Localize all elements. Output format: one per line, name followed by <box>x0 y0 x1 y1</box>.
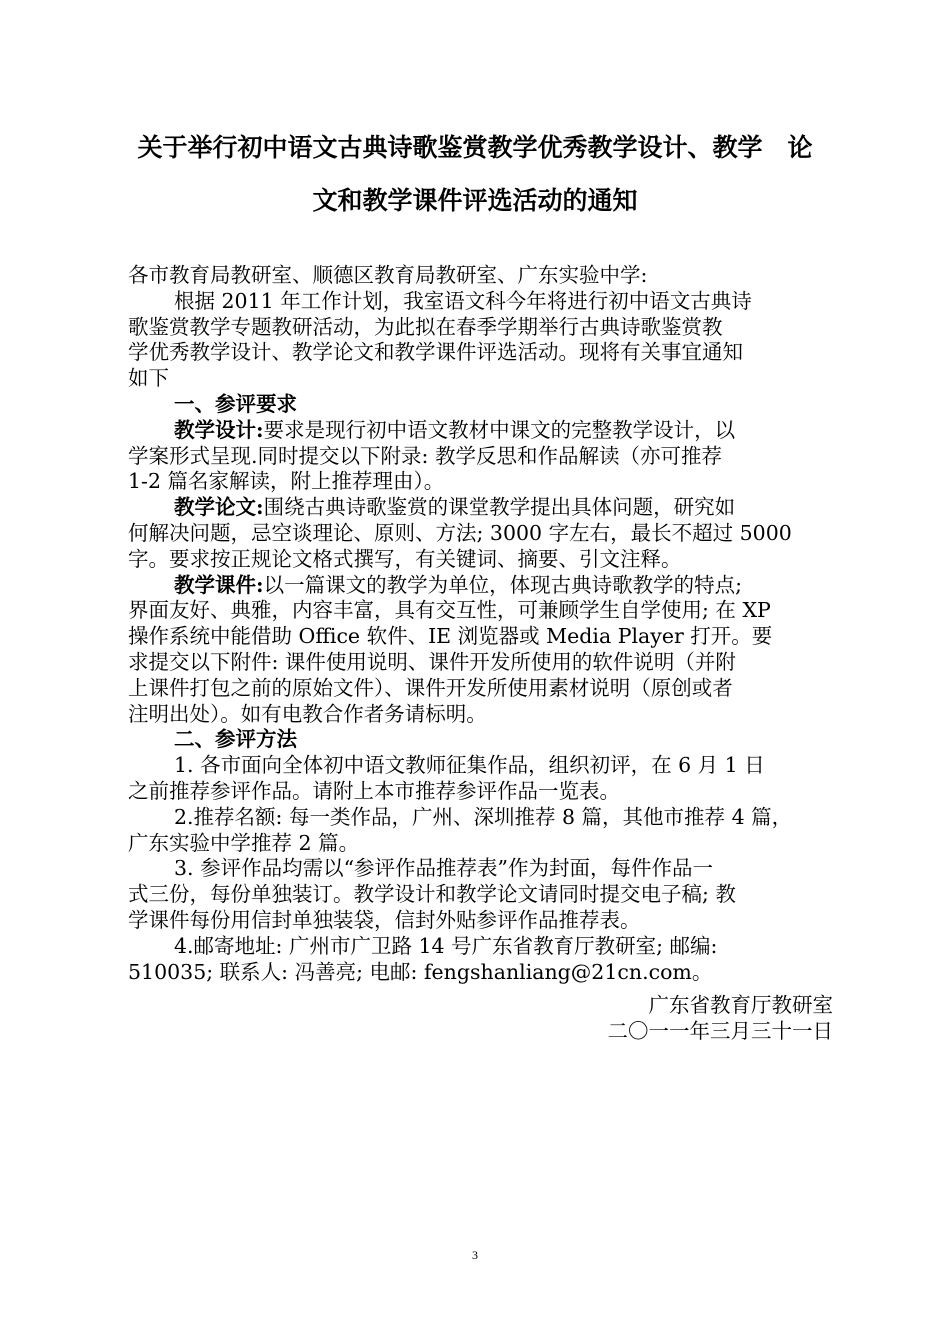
paper-line: 字。要求按正规论文格式撰写，有关键词、摘要、引文注释。 <box>128 546 682 571</box>
design-line: 学案形式呈现.同时提交以下附录: 教学反思和作品解读（亦可推荐 <box>128 443 722 468</box>
method-item-2: 广东实验中学推荐 2 篇。 <box>128 830 360 855</box>
design-line: 教学设计:要求是现行初中语文教材中课文的完整教学设计，以 <box>174 417 736 442</box>
intro-line: 学优秀教学设计、教学论文和教学课件评选活动。现将有关事宜通知 <box>128 340 743 365</box>
page-number: 3 <box>472 1248 478 1262</box>
courseware-label: 教学课件: <box>174 572 264 597</box>
method-item-4: 4.邮寄地址: 广州市广卫路 14 号广东省教育厅教研室; 邮编: <box>174 933 718 958</box>
method-item-1: 之前推荐参评作品。请附上本市推荐参评作品一览表。 <box>128 778 620 803</box>
addressee: 各市教育局教研室、顺德区教育局教研室、广东实验中学: <box>128 263 648 287</box>
signature-org: 广东省教育厅教研室 <box>648 993 833 1017</box>
courseware-line: 注明出处）。如有电教合作者务请标明。 <box>128 701 487 726</box>
courseware-line: 教学课件:以一篇课文的教学为单位，体现古典诗歌教学的特点; <box>174 572 742 597</box>
courseware-line: 求提交以下附件: 课件使用说明、课件开发所使用的软件说明（并附 <box>128 649 736 674</box>
intro-line: 根据 2011 年工作计划，我室语文科今年将进行初中语文古典诗 <box>174 288 752 313</box>
paper-line: 教学论文:围绕古典诗歌鉴赏的课堂教学提出具体问题，研究如 <box>174 495 736 520</box>
signature-date: 二〇一一年三月三十一日 <box>607 1019 833 1043</box>
courseware-line: 上课件打包之前的原始文件）、课件开发所使用素材说明（原创或者 <box>128 675 733 700</box>
title-line-1: 关于举行初中语文古典诗歌鉴赏教学优秀教学设计、教学 论 <box>137 133 813 162</box>
section1-heading: 一、参评要求 <box>174 391 297 416</box>
courseware-line: 界面友好、典雅，内容丰富，具有交互性，可兼顾学生自学使用; 在 XP <box>128 598 771 623</box>
paper-line: 何解决问题，忌空谈理论、原则、方法; 3000 字左右，最长不超过 5000 <box>128 520 792 545</box>
section2-heading: 二、参评方法 <box>174 727 297 752</box>
method-item-4: 510035; 联系人: 冯善亮; 电邮: fengshanliang@21cn.com。 <box>128 959 713 984</box>
method-item-3: 式三份，每份单独装订。教学设计和教学论文请同时提交电子稿; 教 <box>128 882 736 907</box>
intro-line: 如下 <box>128 366 169 391</box>
design-label: 教学设计: <box>174 417 264 442</box>
design-line: 1-2 篇名家解读，附上推荐理由）。 <box>128 469 445 494</box>
method-item-3: 3. 参评作品均需以“参评作品推荐表”作为封面，每件作品一 <box>174 856 714 881</box>
method-item-1: 1. 各市面向全体初中语文教师征集作品，组织初评，在 6 月 1 日 <box>174 753 765 778</box>
document-body <box>128 263 840 985</box>
method-item-2: 2.推荐名额: 每一类作品，广州、深圳推荐 8 篇，其他市推荐 4 篇， <box>174 804 793 829</box>
method-item-3: 学课件每份用信封单独装袋，信封外贴参评作品推荐表。 <box>128 907 641 932</box>
intro-line: 歌鉴赏教学专题教研活动，为此拟在春季学期举行古典诗歌鉴赏教 <box>128 314 723 339</box>
courseware-line: 操作系统中能借助 Office 软件、IE 浏览器或 Media Player 打开。要 <box>128 624 773 649</box>
title-line-2: 文和教学课件评选活动的通知 <box>312 186 638 215</box>
paper-label: 教学论文: <box>174 495 264 520</box>
